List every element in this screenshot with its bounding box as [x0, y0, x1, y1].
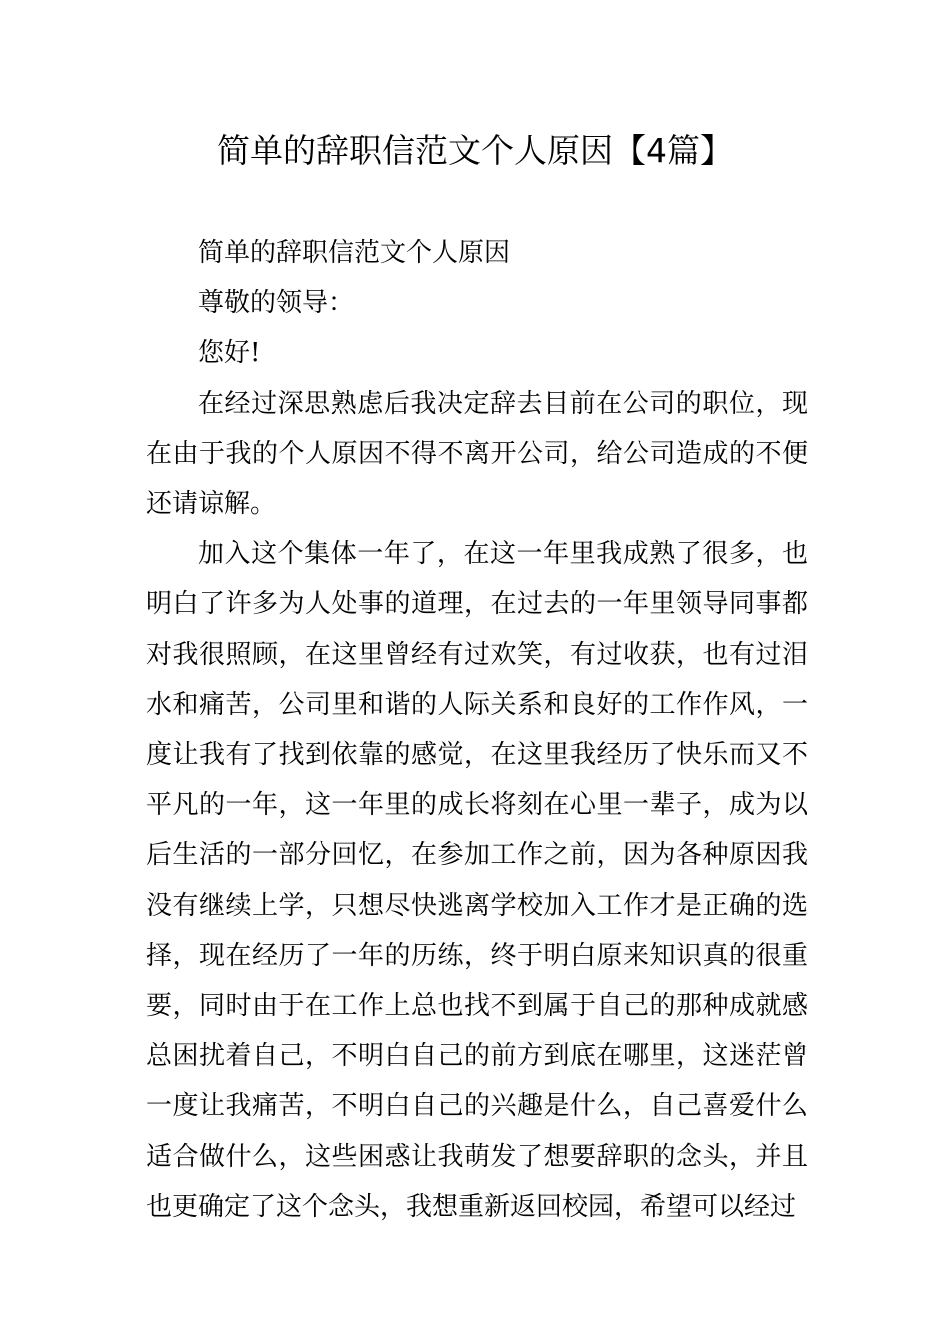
paragraph-body: 加入这个集体一年了，在这一年里我成熟了很多，也明白了许多为人处事的道理，在过去的一年里领导同事都对我很照顾，在这里曾经有过欢笑，有过收获，也有过泪水和痛苦，公司里和谐的人际关系和良好的工作作风，一度让我有了找到依靠的感觉，在这里我经历了快乐而又不平凡的一年，这一年里的成长将刻在心里一辈子，成为以后生活的一部分回忆，在参加工作之前，因为各种原因我没有继续上学，只想尽快逃离学校加入工作才是正确的选择，现在经历了一年的历练，终于明白原来知识真的很重要，同时由于在工作上总也找不到属于自己的那种成就感总困扰着自己，不明白自己的前方到底在哪里，这迷茫曾一度让我痛苦，不明白自己的兴趣是什么，自己喜爱什么适合做什么，这些困惑让我萌发了想要辞职的念头，并且也更确定了这个念头，我想重新返回校园，希望可以经过 — [146, 539, 808, 1222]
paragraph-salutation: 尊敬的领导： — [198, 288, 355, 319]
paragraph-intro: 在经过深思熟虑后我决定辞去目前在公司的职位，现在由于我的个人原因不得不离开公司，给公司造成的不便还请谅解。 — [146, 388, 808, 520]
document-title: 简单的辞职信范文个人原因【4篇】 — [217, 131, 733, 170]
paragraph-greeting: 您好! — [198, 338, 261, 369]
document-body — [146, 228, 808, 1232]
paragraph-heading: 简单的辞职信范文个人原因 — [198, 238, 511, 268]
